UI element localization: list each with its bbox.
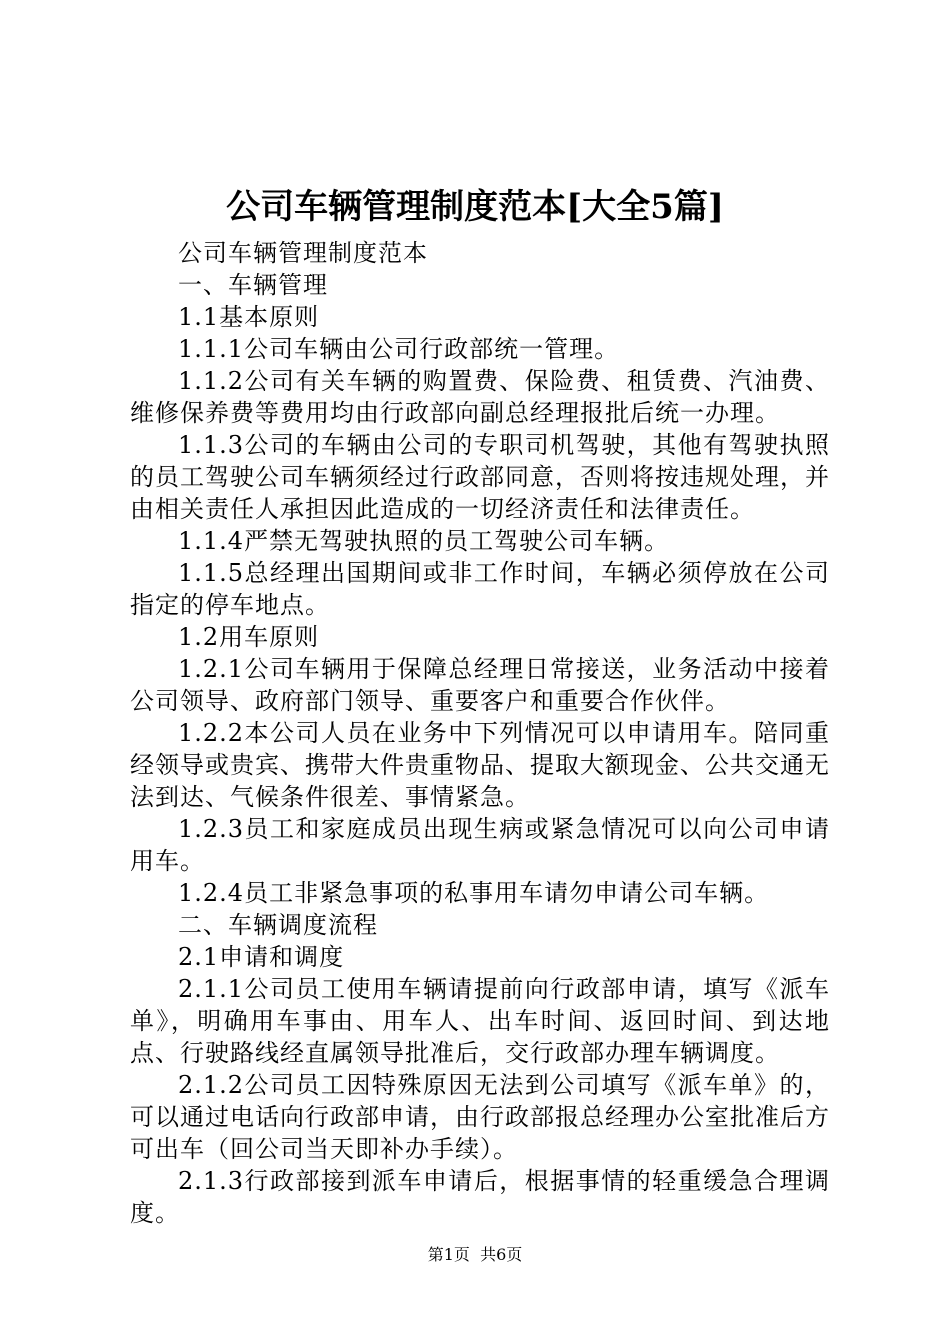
document-body — [130, 237, 830, 1229]
paragraph: 1.1.4严禁无驾驶执照的员工驾驶公司车辆。 — [178, 527, 670, 555]
paragraph: 一、车辆管理 — [178, 271, 328, 299]
paragraph: 1.1.5总经理出国期间或非工作时间，车辆必须停放在公司指定的停车地点。 — [130, 559, 830, 619]
paragraph: 1.2.4员工非紧急事项的私事用车请勿申请公司车辆。 — [178, 879, 770, 907]
paragraph: 1.2.2本公司人员在业务中下列情况可以申请用车。陪同重经领导或贵宾、携带大件贵重物品、提取大额现金、公共交通无法到达、气候条件很差、事情紧急。 — [130, 719, 830, 811]
paragraph: 2.1.2公司员工因特殊原因无法到公司填写《派车单》的，可以通过电话向行政部申请，由行政部报总经理办公室批准后方可出车（回公司当天即补办手续）。 — [130, 1071, 830, 1163]
paragraph: 1.2.1公司车辆用于保障总经理日常接送，业务活动中接着公司领导、政府部门领导、重要客户和重要合作伙伴。 — [130, 655, 830, 715]
paragraph: 2.1.3行政部接到派车申请后，根据事情的轻重缓急合理调度。 — [130, 1167, 830, 1227]
page-footer: 第1页 共6页 — [427, 1245, 523, 1264]
paragraph: 1.1.3公司的车辆由公司的专职司机驾驶，其他有驾驶执照的员工驾驶公司车辆须经过行政部同意，否则将按违规处理，并由相关责任人承担因此造成的一切经济责任和法律责任。 — [130, 431, 830, 523]
paragraph: 二、车辆调度流程 — [178, 911, 378, 939]
paragraph: 2.1.1公司员工使用车辆请提前向行政部申请，填写《派车单》，明确用车事由、用车人、出车时间、返回时间、到达地点、行驶路线经直属领导批准后，交行政部办理车辆调度。 — [130, 975, 830, 1067]
paragraph: 1.1基本原则 — [178, 303, 320, 331]
paragraph: 1.2.3员工和家庭成员出现生病或紧急情况可以向公司申请用车。 — [130, 815, 830, 875]
paragraph: 1.1.1公司车辆由公司行政部统一管理。 — [178, 335, 620, 363]
paragraph: 1.1.2公司有关车辆的购置费、保险费、租赁费、汽油费、维修保养费等费用均由行政部向副总经理报批后统一办理。 — [130, 367, 830, 427]
paragraph: 公司车辆管理制度范本 — [178, 239, 428, 267]
document-title: 公司车辆管理制度范本[大全5篇] — [226, 187, 724, 227]
paragraph: 1.2用车原则 — [178, 623, 320, 651]
paragraph: 2.1申请和调度 — [178, 943, 345, 971]
